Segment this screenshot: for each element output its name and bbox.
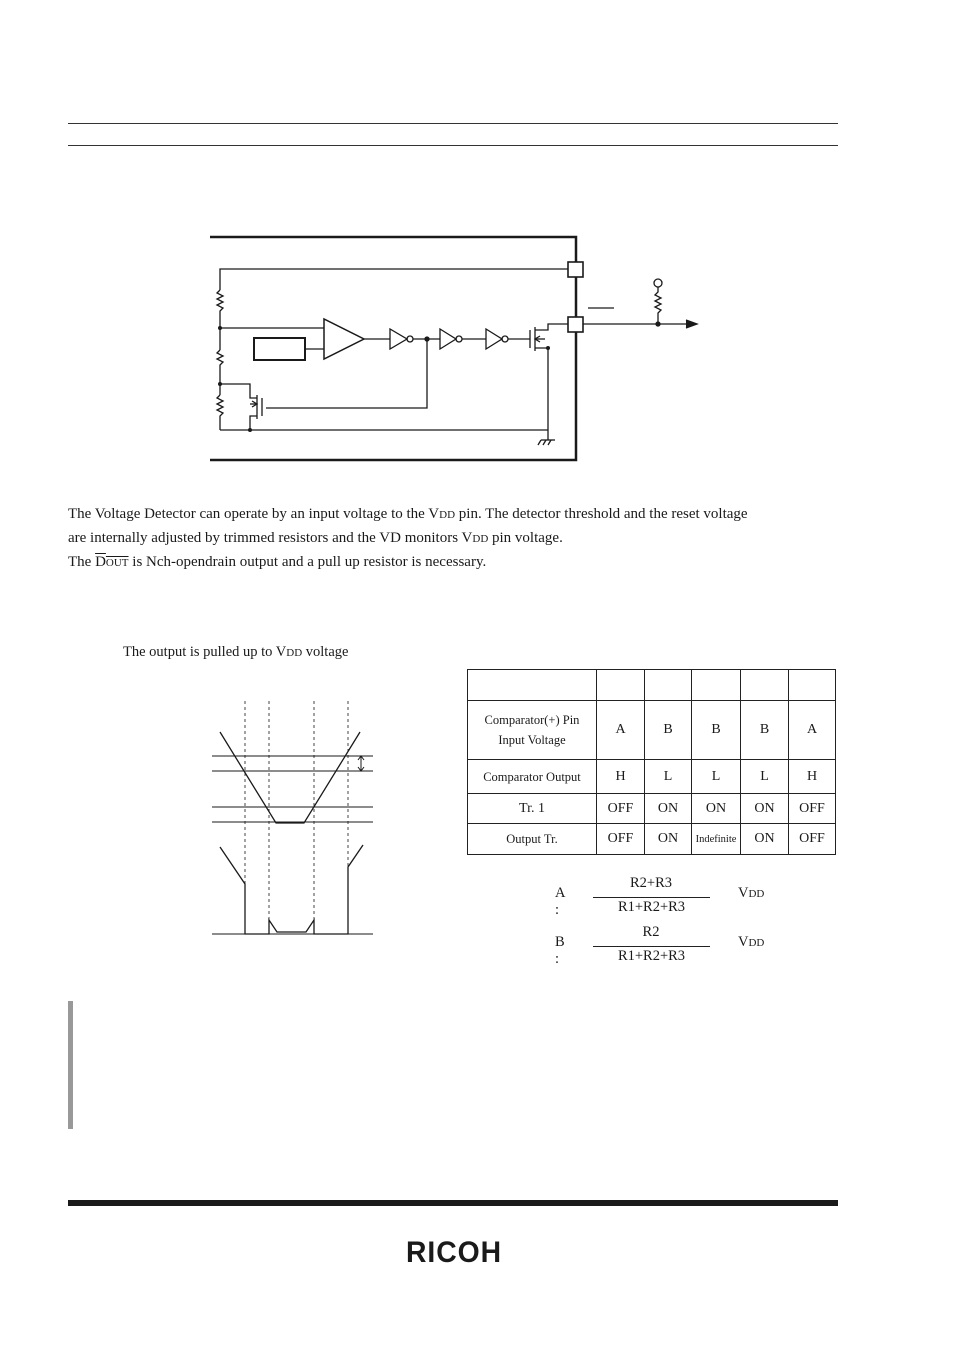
row-label: Tr. 1 (468, 794, 597, 824)
table-cell: L (645, 760, 692, 794)
formula-b-label: B : (555, 934, 565, 967)
dout-overline: DOUT (95, 554, 129, 570)
table-cell: ON (692, 794, 741, 824)
formula-a-denominator: R1+R2+R3 (617, 899, 686, 915)
table-row (468, 701, 836, 760)
row-label: Comparator(+) Pin Input Voltage (468, 701, 597, 760)
comparator (324, 319, 364, 359)
table-cell: A (789, 701, 836, 760)
table-cell: H (789, 760, 836, 794)
row-label: Comparator Output (468, 760, 597, 794)
table-cell (741, 670, 789, 701)
formula-b-denominator: R1+R2+R3 (617, 948, 686, 964)
table-cell: OFF (597, 794, 645, 824)
table-cell (645, 670, 692, 701)
table-cell: H (597, 760, 645, 794)
state-table (467, 669, 836, 855)
table-cell: B (692, 701, 741, 760)
formula-b-numerator: R2 (642, 924, 660, 940)
section-marker-bar (68, 1001, 73, 1129)
table-cell: OFF (789, 824, 836, 855)
timing-note: The output is pulled up to VDD voltage (123, 644, 349, 660)
vdd-pin (568, 262, 583, 277)
fraction-bar (593, 946, 710, 947)
fraction-bar (593, 897, 710, 898)
table-cell (692, 670, 741, 701)
table-cell: OFF (597, 824, 645, 855)
table-cell (468, 670, 597, 701)
table-row (468, 794, 836, 824)
table-cell: ON (741, 794, 789, 824)
table-cell: L (741, 760, 789, 794)
description-line-2: are internally adjusted by trimmed resistors and the VD monitors VDD pin voltage. (68, 530, 563, 546)
table-cell: L (692, 760, 741, 794)
logo-text: RICOH (406, 1236, 502, 1266)
dout-pin (568, 317, 583, 332)
formula-a-vdd: VDD (738, 885, 765, 901)
formula-a-label: A : (555, 885, 565, 918)
table-cell: OFF (789, 794, 836, 824)
ricoh-logo (405, 1236, 503, 1266)
table-row (468, 760, 836, 794)
footer-rule (68, 1200, 838, 1206)
formula-b-vdd: VDD (738, 934, 765, 950)
block-diagram (0, 0, 954, 480)
description-paragraph (68, 503, 848, 575)
description-line-3: The DOUT is Nch-opendrain output and a pull up resistor is necessary. (68, 554, 487, 570)
timing-diagram (200, 695, 385, 945)
table-cell: ON (741, 824, 789, 855)
table-cell: Indefinite (692, 824, 741, 855)
formula-a-numerator: R2+R3 (629, 875, 673, 891)
table-cell: ON (645, 824, 692, 855)
table-cell: ON (645, 794, 692, 824)
table-cell: B (645, 701, 692, 760)
row-label: Output Tr. (468, 824, 597, 855)
reference-voltage-box (254, 338, 305, 360)
description-line-1: The Voltage Detector can operate by an input voltage to the VDD pin. The detector threshold and the reset voltage (68, 506, 748, 522)
table-cell (789, 670, 836, 701)
table-cell: A (597, 701, 645, 760)
table-row (468, 824, 836, 855)
table-cell: B (741, 701, 789, 760)
table-row (468, 670, 836, 701)
table-cell (597, 670, 645, 701)
